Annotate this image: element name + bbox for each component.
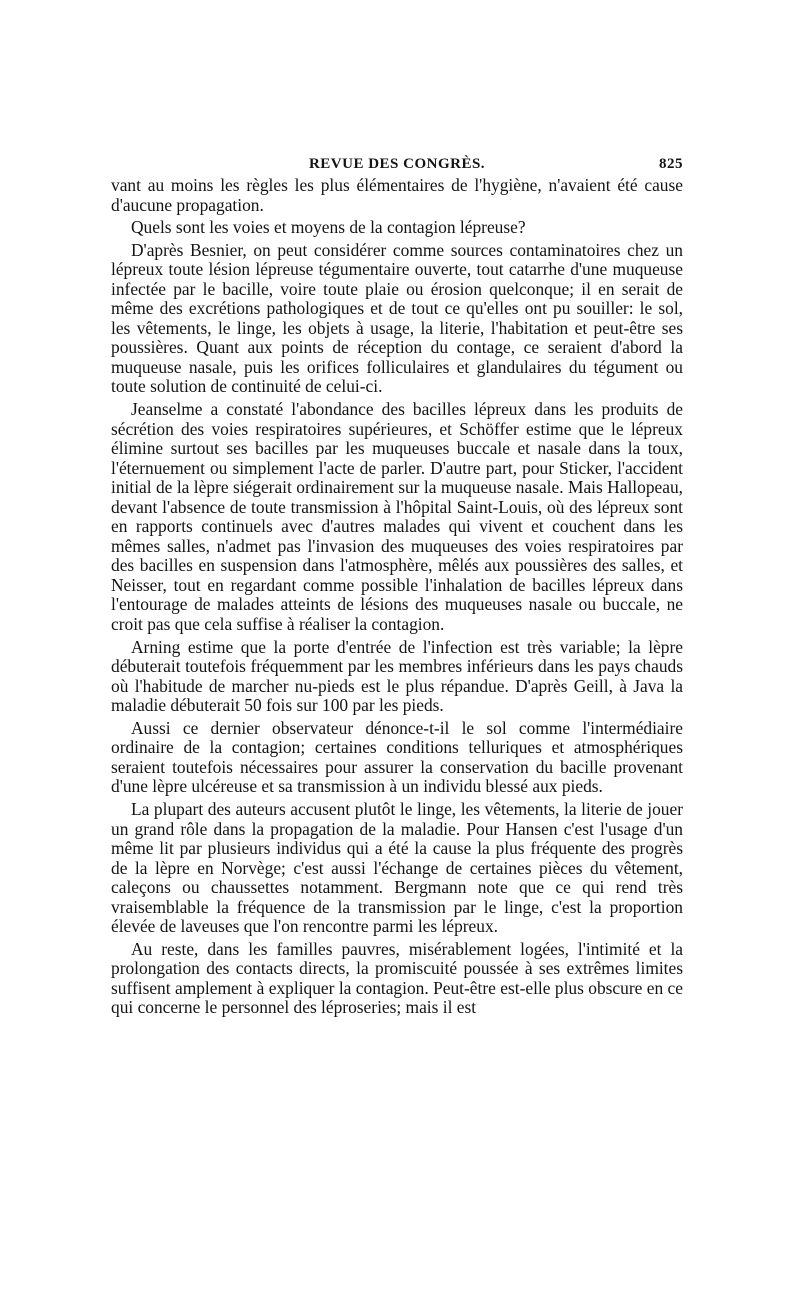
page-number: 825 — [659, 156, 683, 172]
body-text — [111, 176, 683, 1018]
paragraph-familles: Au reste, dans les familles pauvres, misérablement logées, l'intimité et la prolongation des contacts directs, la promiscuité poussée à ses extrêmes limites suffisent amplement à expliquer la contagion. Peut-être est-elle plus obscure en ce qui concerne le personnel des léproseries; mais il est — [111, 938, 683, 1018]
paragraph-jeanselme: Jeanselme a constaté l'abondance des bacilles lépreux dans les produits de sécrétion des voies respiratoires supérieures, et Schöffer estime que le lépreux élimine surtout ses bacilles par les muqueuses buccale et nasale dans la toux, l'éternuement ou simplement l'acte de parler. D'autre part, pour Sticker, l'accident initial de la lèpre siégerait ordinairement sur la muqueuse nasale. Mais Hallopeau, devant l'absence de toute transmission à l'hôpital Saint-Louis, où des lépreux sont en rapports continuels avec d'autres malades qui vivent et couchent dans les mêmes salles, n'admet pas l'invasion des muqueuses des voies respiratoires par des bacilles en suspension dans l'atmosphère, mêlés aux poussières des salles, et Neisser, tout en regardant comme possible l'inhalation de bacilles lépreux dans l'entourage de malades atteints de lésions des muqueuses nasale ou buccale, ne croit pas que cela suffise à réaliser la contagion. — [111, 399, 683, 635]
paragraph-observateur: Aussi ce dernier observateur dénonce-t-il le sol comme l'intermédiaire ordinaire de la contagion; certaines conditions telluriques et atmosphériques seraient toutefois nécessaires pour assurer la conservation du bacille provenant d'une lèpre ulcéreuse et sa transmission à un individu blessé aux pieds. — [111, 717, 683, 797]
paragraph-question: Quels sont les voies et moyens de la contagion lépreuse? — [131, 217, 526, 238]
running-title: REVUE DES CONGRÈS. — [308, 156, 486, 172]
paragraph-arning: Arning estime que la porte d'entrée de l'infection est très variable; la lèpre débuterait toutefois fréquemment par les membres inférieurs dans les pays chauds où l'habitude de marcher nu-pieds est le plus répandue. D'après Geill, à Java la maladie débuterait 50 fois sur 100 par les pieds. — [111, 636, 683, 716]
paragraph-besnier: D'après Besnier, on peut considérer comme sources contaminatoires chez un lépreux toute lésion lépreuse tégumentaire ouverte, tout catarrhe d'une muqueuse infectée par le bacille, voire toute plaie ou érosion quelconque; il en serait de même des excrétions pathologiques et de tout ce qu'elles ont pu souiller: le sol, les vêtements, le linge, les objets à usage, la literie, l'habitation et peut-être ses poussières. Quant aux points de réception du contage, ce seraient d'abord la muqueuse nasale, puis les orifices folliculaires et glandulaires du tégument ou toute solution de continuité de celui-ci. — [111, 239, 683, 397]
paragraph-linge: La plupart des auteurs accusent plutôt le linge, les vêtements, la literie de jouer un grand rôle dans la propagation de la maladie. Pour Hansen c'est l'usage d'un même lit par plusieurs individus qui a été la cause la plus fréquente des progrès de la lèpre en Norvège; c'est aussi l'échange de certaines pièces du vêtement, caleçons ou chaussettes notamment. Bergmann note que ce qui rend très vraisemblable la fréquence de la transmission par le linge, c'est la proportion élevée de laveuses que l'on rencontre parmi les lépreux. — [111, 798, 683, 937]
page-header — [111, 150, 683, 176]
paragraph-continuation: vant au moins les règles les plus élémentaires de l'hygiène, n'avaient été cause d'aucune propagation. — [111, 175, 683, 215]
document-page — [111, 150, 683, 1021]
